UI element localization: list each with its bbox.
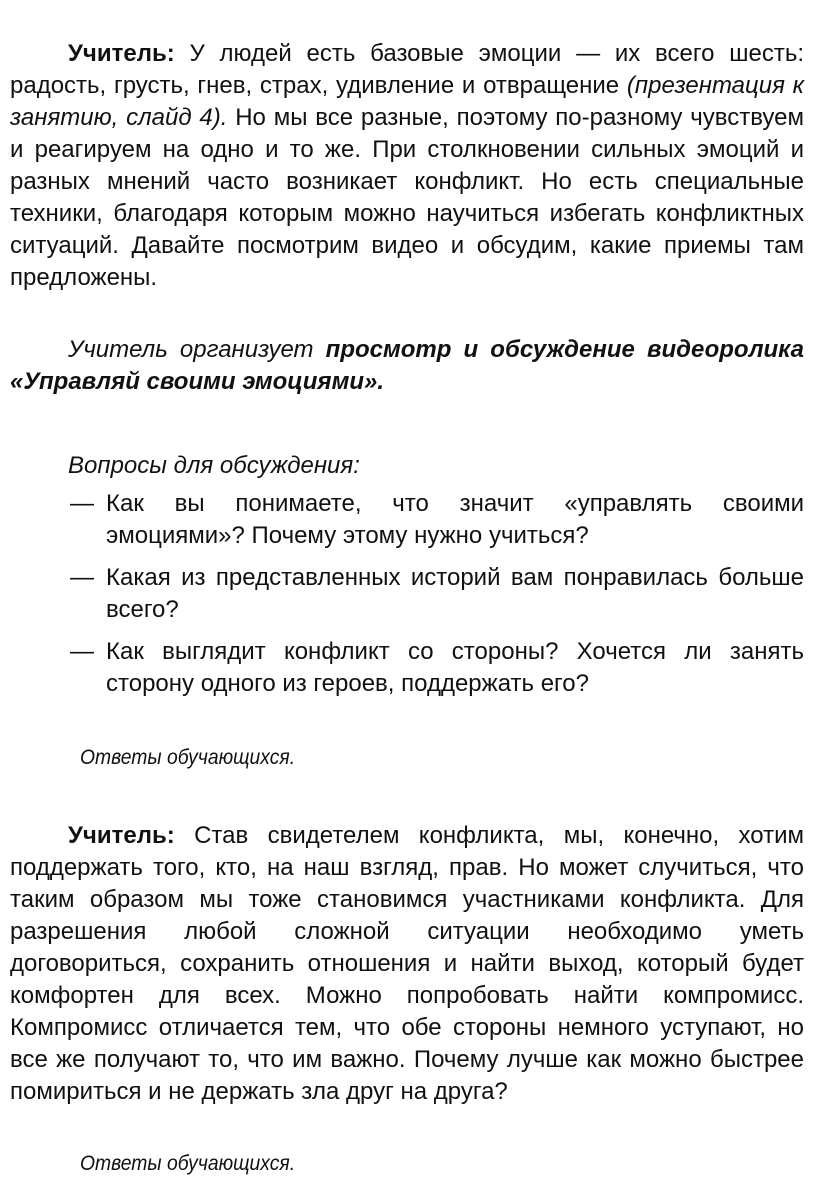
video-title: просмотр и обсуждение видеоролика «Управляй своими эмоциями». [10,336,804,395]
question-text: Как выглядит конфликт со стороны? Хочется ли занять сторону одного из героев, поддержать его? [106,638,804,697]
dash-marker: — [70,638,94,665]
teacher-paragraph-2 [10,820,804,1108]
answers-note-1: Ответы обучающихся. [80,746,296,769]
list-item [70,488,804,552]
question-text: Какая из представленных историй вам понравилась больше всего? [106,564,804,623]
instruction-lead: Учитель организует [68,336,326,363]
slide-reference: (презентация к занятию, слайд 4). [10,72,804,131]
list-item [70,562,804,626]
questions-list [70,488,804,710]
question-text: Как вы понимаете, что значит «управлять своими эмоциями»? Почему этому нужно учиться? [106,490,804,549]
questions-heading: Вопросы для обсуждения: [68,452,360,479]
dash-marker: — [70,564,94,591]
speaker-label: Учитель: [68,822,175,849]
paragraph-text: Но мы все разные, поэтому по-разному чувствуем и реагируем на одно и то же. При столкновении сильных эмоций и разных мнений часто возникает конфликт. Но есть специальные техники, благодаря которым можно научиться избегать конфликтных ситуаций. Давайте посмотрим видео и обсудим, какие приемы там предложены. [10,104,805,291]
speaker-label: Учитель: [68,40,175,67]
teacher-paragraph-1 [10,38,804,294]
answers-note-2: Ответы обучающихся. [80,1152,296,1175]
dash-marker: — [70,490,94,517]
paragraph-text: У людей есть базовые эмоции — их всего шесть: радость, грусть, гнев, страх, удивление и отвращение [10,40,804,99]
video-instruction [10,334,804,398]
paragraph-text: Став свидетелем конфликта, мы, конечно, хотим поддержать того, кто, на наш взгляд, прав. Но может случиться, что таким образом мы тоже становимся участниками конфликта. Для разрешения любой сложной ситуации необходимо уметь договориться, сохранить отношения и найти выход, который будет комфортен для всех. Можно попробовать найти компромисс. Компромисс отличается тем, что обе стороны немного уступают, но все же получают то, что им важно. Почему лучше как можно быстрее помириться и не держать зла друг на друга? [10,822,804,1105]
list-item [70,636,804,700]
